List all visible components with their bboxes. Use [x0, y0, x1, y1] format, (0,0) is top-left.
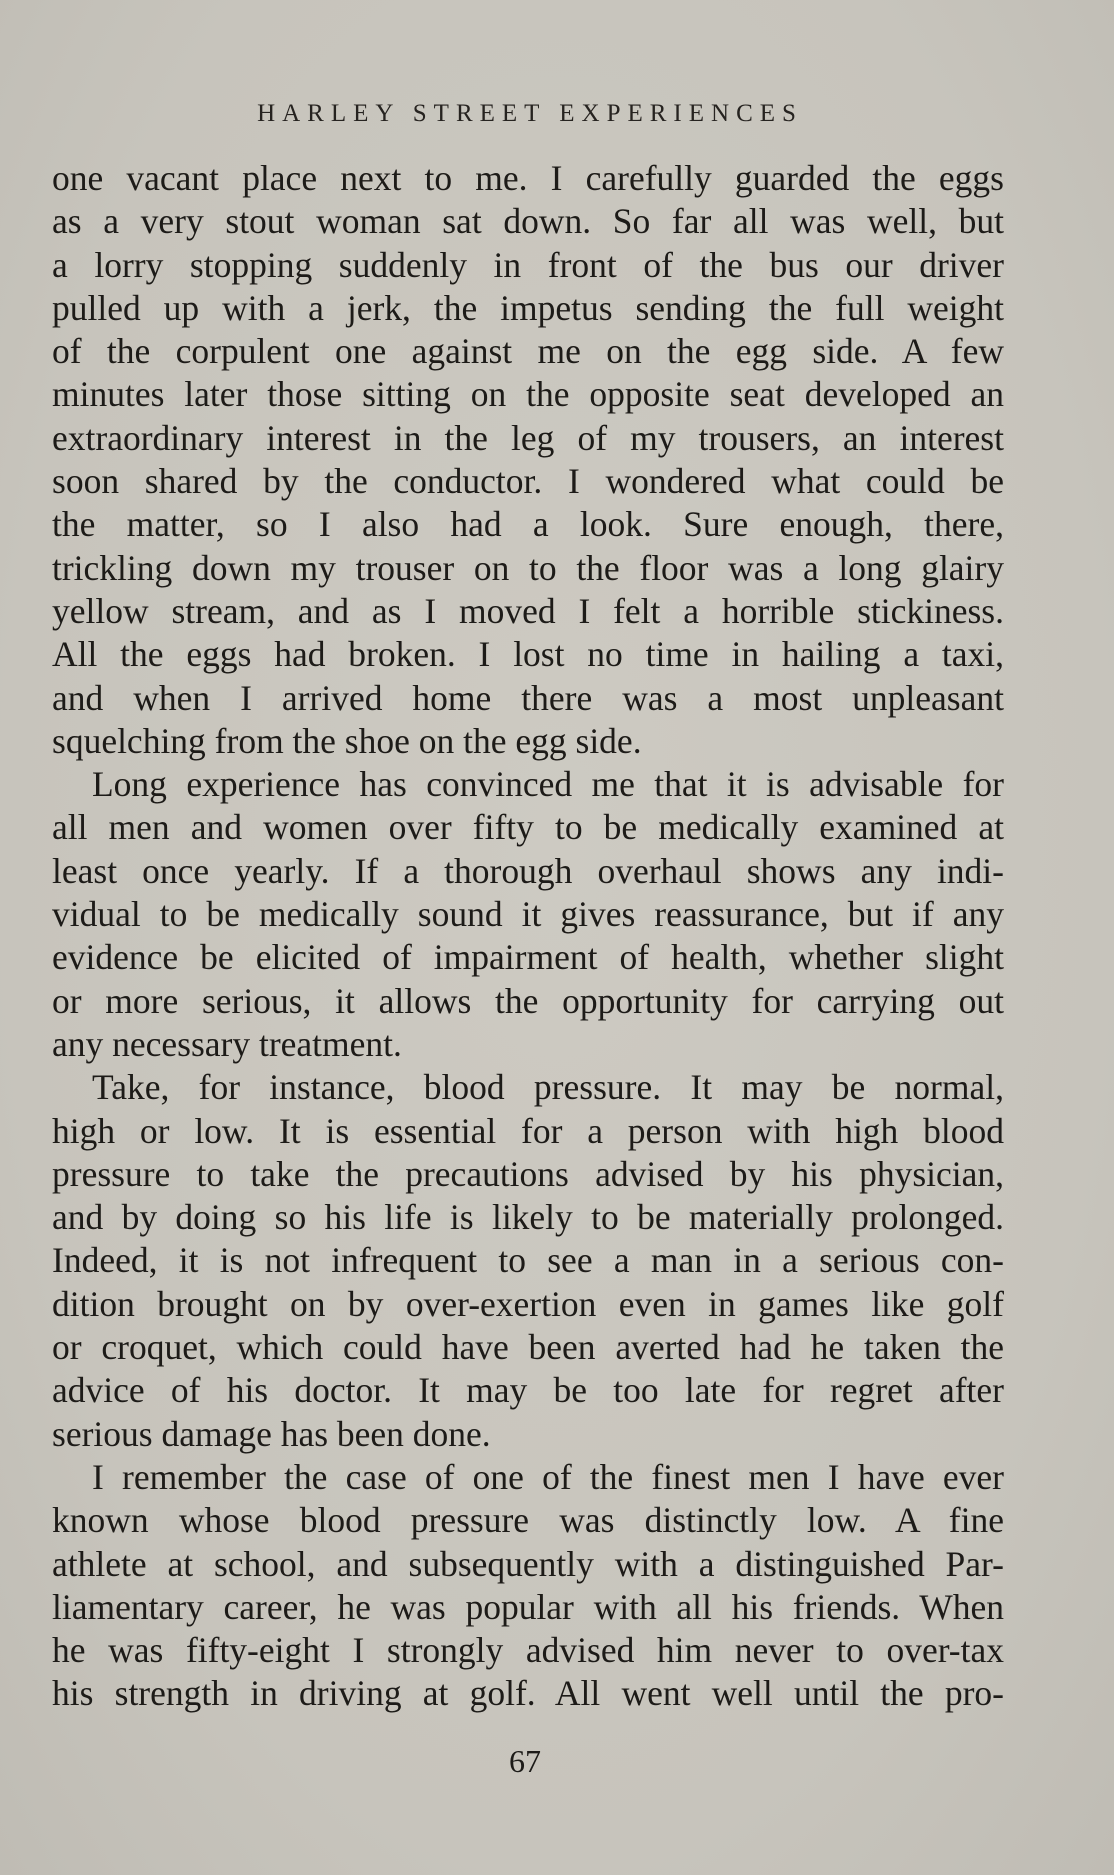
- paragraph: [52, 1066, 1004, 1456]
- text-line: I remember the case of one of the finest men I have ever: [92, 1456, 1004, 1497]
- text-line: soon shared by the conductor. I wondered what could be: [52, 461, 1004, 502]
- text-line: liamentary career, he was popular with all his friends. When: [52, 1586, 1004, 1627]
- text-line: one vacant place next to me. I carefully guarded the eggs: [52, 158, 1004, 198]
- text-line: the matter, so I also had a look. Sure enough, there,: [52, 504, 1004, 545]
- text-line: All the eggs had broken. I lost no time in hailing a taxi,: [52, 634, 1004, 675]
- text-line: his strength in driving at golf. All went well until the pro-: [52, 1673, 1004, 1714]
- text-line: known whose blood pressure was distinctly low. A fine: [52, 1500, 1004, 1541]
- text-line: as a very stout woman sat down. So far all was well, but: [52, 201, 1004, 242]
- text-line: Indeed, it is not infrequent to see a man in a serious con-: [52, 1240, 1004, 1281]
- text-line: of the corpulent one against me on the egg side. A few: [52, 331, 1004, 372]
- text-line: pressure to take the precautions advised by his physician,: [52, 1153, 1004, 1194]
- text-line: or more serious, it allows the opportunity for carrying out: [52, 980, 1004, 1021]
- text-line: serious damage has been done.: [52, 1413, 491, 1454]
- text-line: minutes later those sitting on the opposite seat developed an: [52, 374, 1004, 415]
- text-line: any necessary treatment.: [52, 1023, 402, 1064]
- text-line: yellow stream, and as I moved I felt a horrible stickiness.: [52, 590, 1004, 631]
- text-line: vidual to be medically sound it gives reassurance, but if any: [52, 894, 1004, 935]
- text-line: athlete at school, and subsequently with a distinguished Par-: [52, 1543, 1004, 1584]
- text-line: least once yearly. If a thorough overhaul shows any indi-: [52, 850, 1004, 891]
- text-line: advice of his doctor. It may be too late for regret after: [52, 1370, 1004, 1411]
- page-number: 67: [509, 1743, 541, 1779]
- text-line: Long experience has convinced me that it is advisable for: [92, 764, 1004, 805]
- text-line: Take, for instance, blood pressure. It may be normal,: [92, 1067, 1004, 1108]
- text-line: evidence be elicited of impairment of health, whether slight: [52, 937, 1004, 978]
- running-head: HARLEY STREET EXPERIENCES: [257, 100, 803, 127]
- text-line: dition brought on by over-exertion even in games like golf: [52, 1283, 1004, 1324]
- text-line: extraordinary interest in the leg of my trousers, an interest: [52, 417, 1004, 458]
- text-line: high or low. It is essential for a person with high blood: [52, 1110, 1004, 1151]
- text-line: he was fifty-eight I strongly advised him never to over-tax: [52, 1630, 1004, 1671]
- text-line: and by doing so his life is likely to be materially prolonged.: [52, 1197, 1004, 1238]
- text-line: or croquet, which could have been averted had he taken the: [52, 1327, 1004, 1368]
- text-line: squelching from the shoe on the egg side.: [52, 720, 642, 761]
- text-line: trickling down my trouser on to the floor was a long glairy: [52, 547, 1004, 588]
- paragraph: [52, 763, 1004, 1066]
- text-line: a lorry stopping suddenly in front of the bus our driver: [52, 244, 1004, 285]
- text-line: and when I arrived home there was a most unpleasant: [52, 677, 1004, 718]
- paragraph: [52, 1456, 1004, 1716]
- body-text: [52, 157, 1004, 1716]
- text-line: pulled up with a jerk, the impetus sending the full weight: [52, 287, 1004, 328]
- paragraph: [52, 157, 1004, 763]
- text-line: all men and women over fifty to be medically examined at: [52, 807, 1004, 848]
